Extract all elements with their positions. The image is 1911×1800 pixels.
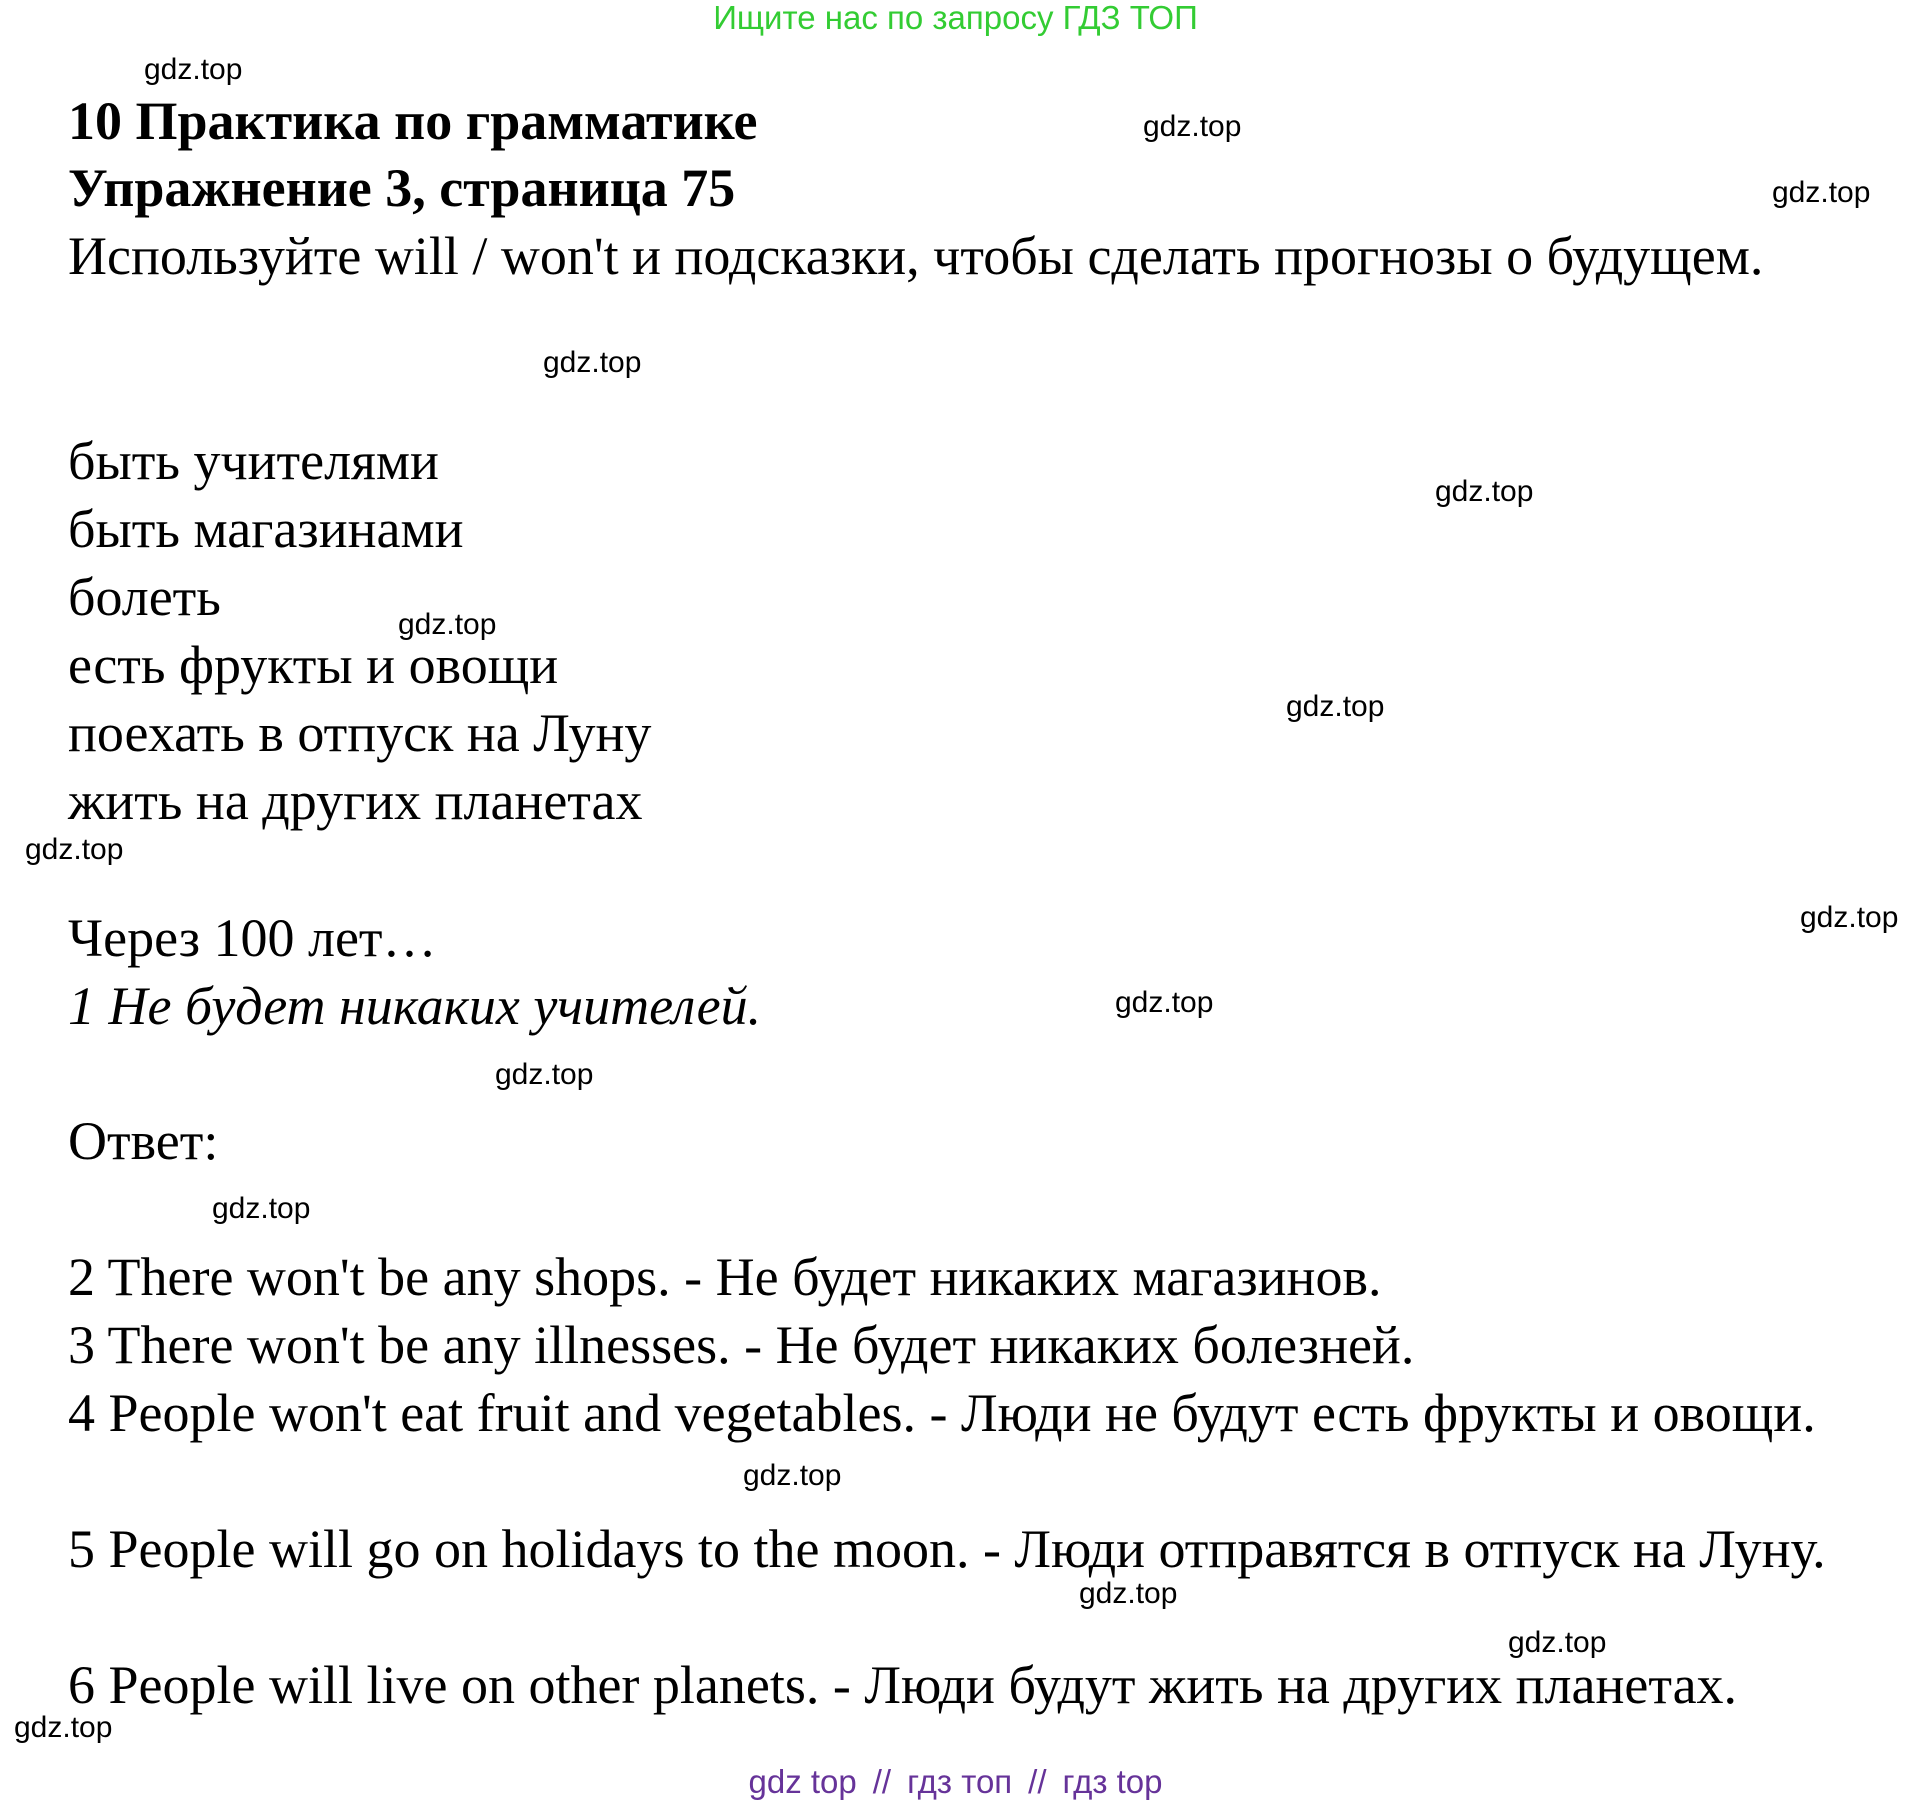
watermark: gdz.top bbox=[1508, 1626, 1607, 1659]
hint-item: быть магазинами bbox=[68, 499, 464, 559]
watermark: gdz.top bbox=[25, 833, 124, 866]
footer-links bbox=[0, 1764, 1911, 1800]
hint-item: быть учителями bbox=[68, 431, 439, 491]
intro-line: Через 100 лет… bbox=[68, 908, 437, 968]
watermark: gdz.top bbox=[1115, 986, 1214, 1019]
watermark: gdz.top bbox=[1286, 690, 1385, 723]
hint-item: есть фрукты и овощи bbox=[68, 635, 559, 695]
footer-link-gdz-top-mixed[interactable]: гдз top bbox=[1062, 1763, 1163, 1800]
watermark: gdz.top bbox=[1435, 475, 1534, 508]
watermark: gdz.top bbox=[144, 53, 243, 86]
watermark: gdz.top bbox=[398, 608, 497, 641]
answer-item: 3 There won't be any illnesses. - Не будет никаких болезней. bbox=[68, 1315, 1415, 1375]
hint-item: жить на других планетах bbox=[68, 771, 643, 831]
exercise-instruction: Используйте will / won't и подсказки, чтобы сделать прогнозы о будущем. bbox=[68, 226, 1764, 286]
search-banner: Ищите нас по запросу ГДЗ ТОП bbox=[713, 0, 1198, 36]
example-sentence: 1 Не будет никаких учителей. bbox=[68, 976, 762, 1036]
hint-item: болеть bbox=[68, 567, 221, 627]
watermark: gdz.top bbox=[212, 1192, 311, 1225]
answer-item: 5 People will go on holidays to the moon. - Люди отправятся в отпуск на Луну. bbox=[68, 1519, 1826, 1579]
watermark: gdz.top bbox=[495, 1058, 594, 1091]
footer-separator: // bbox=[1028, 1763, 1047, 1800]
answer-item: 2 There won't be any shops. - Не будет никаких магазинов. bbox=[68, 1247, 1382, 1307]
watermark: gdz.top bbox=[543, 346, 642, 379]
answer-label: Ответ: bbox=[68, 1111, 219, 1171]
footer-link-gdz-top[interactable]: gdz top bbox=[748, 1763, 857, 1800]
answer-item: 4 People won't eat fruit and vegetables. - Люди не будут есть фрукты и овощи. bbox=[68, 1383, 1816, 1443]
watermark: gdz.top bbox=[1772, 176, 1871, 209]
footer-separator: // bbox=[872, 1763, 892, 1800]
watermark: gdz.top bbox=[1143, 110, 1242, 143]
exercise-title: Упражнение 3, страница 75 bbox=[68, 158, 736, 218]
watermark: gdz.top bbox=[1079, 1577, 1178, 1610]
section-title: 10 Практика по грамматике bbox=[68, 91, 758, 151]
watermark: gdz.top bbox=[743, 1459, 842, 1492]
answer-item: 6 People will live on other planets. - Люди будут жить на других планетах. bbox=[68, 1655, 1738, 1715]
watermark: gdz.top bbox=[1800, 901, 1899, 934]
footer-link-gdz-top-ru[interactable]: гдз топ bbox=[907, 1763, 1013, 1800]
watermark: gdz.top bbox=[14, 1711, 113, 1744]
hint-item: поехать в отпуск на Луну bbox=[68, 703, 652, 763]
